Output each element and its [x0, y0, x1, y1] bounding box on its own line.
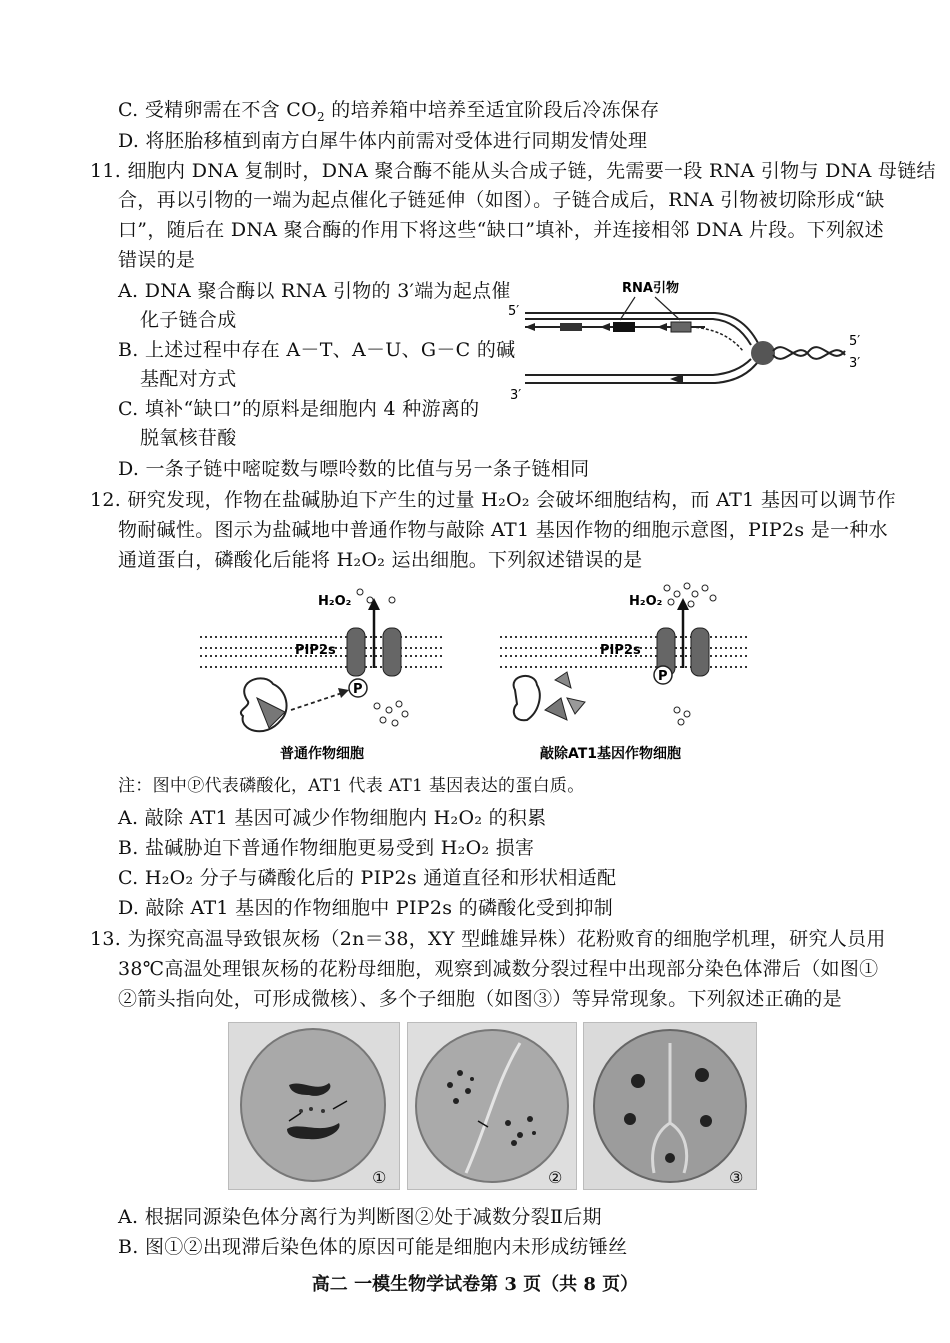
q12-option-a: A. 敲除 AT1 基因可减少作物细胞内 H₂O₂ 的积累	[118, 807, 547, 829]
q13-stem-1: 13. 为探究高温导致银灰杨（2n＝38，XY 型雌雄异株）花粉败育的细胞学机理，研究人员用	[90, 928, 886, 950]
q11-stem-4: 错误的是	[118, 249, 196, 271]
left-phospho-label: P	[353, 682, 363, 697]
q12-option-b: B. 盐碱胁迫下普通作物细胞更易受到 H₂O₂ 损害	[118, 837, 535, 859]
q11-option-d: D. 一条子链中嘧啶数与嘌呤数的比值与另一条子链相同	[118, 458, 590, 480]
q13-option-a: A. 根据同源染色体分离行为判断图②处于减数分裂Ⅱ后期	[118, 1206, 602, 1228]
q10-option-c-pre: C. 受精卵需在不含 CO	[118, 99, 317, 121]
q11-option-b: B. 上述过程中存在 A－T、A－U、G－C 的碱	[118, 339, 516, 361]
q11-stem-1: 11. 细胞内 DNA 复制时，DNA 聚合酶不能从头合成子链，先需要一段 RNA 引物与 DNA 母链结	[90, 160, 936, 182]
right-pip2s-label: PIP2s	[600, 643, 641, 658]
q10-option-c-sub: 2	[317, 109, 325, 124]
micrograph-3-label: ③	[729, 1168, 744, 1187]
q12-option-d: D. 敲除 AT1 基因的作物细胞中 PIP2s 的磷酸化受到抑制	[118, 897, 614, 919]
q11-stem-2: 合，再以引物的一端为起点催化子链延伸（如图）。子链合成后，RNA 引物被切除形成“缺	[118, 189, 885, 211]
micrograph-2	[407, 1022, 577, 1190]
pip2s-cell-diagram	[195, 580, 755, 770]
left-h2o2-label: H₂O₂	[318, 594, 352, 609]
q10-option-c-post: 的培养箱中培养至适宜阶段后冷冻保存	[324, 99, 660, 121]
page-footer: 高二 一模生物学试卷第 3 页（共 8 页）	[311, 1274, 639, 1295]
micrograph-3	[583, 1022, 757, 1190]
q13-stem-2: 38℃高温处理银灰杨的花粉母细胞，观察到减数分裂过程中出现部分染色体滞后（如图①	[118, 958, 879, 980]
q12-stem-2: 物耐碱性。图示为盐碱地中普通作物与敲除 AT1 基因作物的细胞示意图，PIP2s 是一种水	[118, 519, 888, 541]
right-caption: 敲除AT1基因作物细胞	[540, 746, 682, 762]
bottom-3-prime-label: 3′	[510, 388, 522, 403]
q12-stem-3: 通道蛋白，磷酸化后能将 H₂O₂ 运出细胞。下列叙述错误的是	[118, 549, 643, 571]
primer-label: RNA引物	[622, 281, 679, 296]
left-caption: 普通作物细胞	[280, 746, 364, 762]
micrograph-1	[228, 1022, 400, 1190]
right-3-prime-label: 3′	[849, 356, 861, 371]
micrograph-2-label: ②	[548, 1168, 563, 1187]
q11-option-c: C. 填补“缺口”的原料是细胞内 4 种游离的	[118, 398, 480, 420]
replication-fork-diagram	[505, 275, 870, 405]
right-5-prime-label: 5′	[849, 334, 861, 349]
q13-stem-3: ②箭头指向处，可形成微核）、多个子细胞（如图③）等异常现象。下列叙述正确的是	[118, 988, 842, 1010]
q12-option-c: C. H₂O₂ 分子与磷酸化后的 PIP2s 通道直径和形状相适配	[118, 867, 617, 889]
q11-option-a: A. DNA 聚合酶以 RNA 引物的 3′端为起点催	[118, 280, 511, 302]
left-pip2s-label: PIP2s	[295, 643, 336, 658]
micrograph-1-label: ①	[372, 1168, 387, 1187]
right-h2o2-label: H₂O₂	[629, 594, 663, 609]
q12-note: 注：图中Ⓟ代表磷酸化，AT1 代表 AT1 基因表达的蛋白质。	[118, 776, 585, 796]
q11-option-a-cont: 化子链合成	[140, 309, 237, 331]
q11-option-c-cont: 脱氧核苷酸	[140, 427, 237, 449]
right-phospho-label: P	[658, 669, 668, 684]
q11-option-b-cont: 基配对方式	[140, 368, 237, 390]
q13-option-b: B. 图①②出现滞后染色体的原因可能是细胞内未形成纺锤丝	[118, 1236, 628, 1258]
q10-option-c	[118, 96, 659, 131]
top-5-prime-label: 5′	[508, 304, 520, 319]
q11-stem-3: 口”，随后在 DNA 聚合酶的作用下将这些“缺口”填补，并连接相邻 DNA 片段。下列叙述	[118, 219, 884, 241]
q10-option-d: D. 将胚胎移植到南方白犀牛体内前需对受体进行同期发情处理	[118, 130, 648, 152]
q12-stem-1: 12. 研究发现，作物在盐碱胁迫下产生的过量 H₂O₂ 会破坏细胞结构，而 AT1 基因可以调节作	[90, 489, 896, 511]
